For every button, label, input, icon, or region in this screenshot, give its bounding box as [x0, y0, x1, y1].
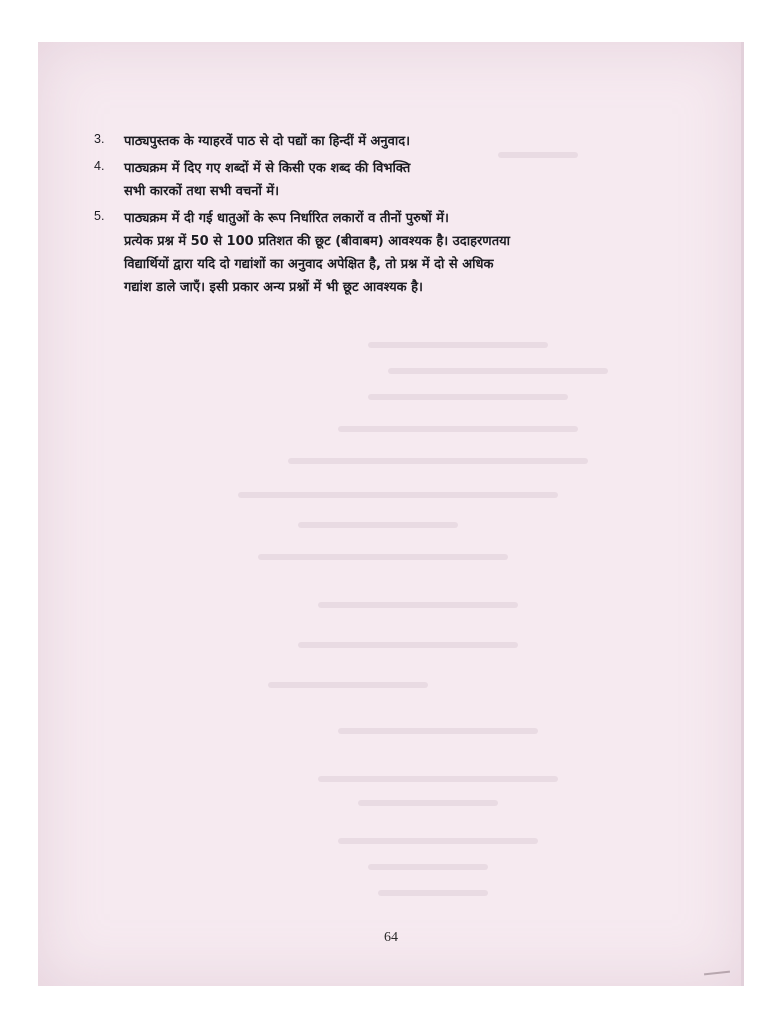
bleed-through-line [238, 492, 558, 498]
bleed-through-line [258, 554, 508, 560]
item-text-line: पाठ्यपुस्तक के ग्याहरवें पाठ से दो पद्यों का हिन्दीं में अनुवाद। [124, 134, 411, 149]
bleed-through-line [378, 890, 488, 896]
paper-sheet [38, 42, 744, 986]
bleed-through-line [298, 522, 458, 528]
bleed-through-line [338, 728, 538, 734]
scan-corner-mark [704, 971, 730, 976]
list-item [94, 157, 714, 203]
bleed-through-line [298, 642, 518, 648]
item-text-line: सभी कारकों तथा सभी वचनों में। [124, 184, 280, 199]
item-text-line: पाठ्यक्रम में दी गई धातुओं के रूप निर्धारित लकारों व तीनों पुरुषों में। [124, 211, 449, 226]
bleed-through-line [288, 458, 588, 464]
syllabus-list [94, 130, 714, 299]
bleed-through-line [338, 838, 538, 844]
item-text-line: पाठ्यक्रम में दिए गए शब्दों में से किसी एक शब्द की विभक्ति [124, 161, 411, 176]
paper-edge [741, 42, 744, 986]
page-number: 64 [384, 930, 398, 945]
list-item [94, 207, 714, 299]
bleed-through-line [368, 864, 488, 870]
item-text-line: विद्यार्थियों द्वारा यदि दो गद्यांशों का अनुवाद अपेक्षित है, तो प्रश्न में दो से अधिक [124, 257, 494, 272]
bleed-through-line [368, 342, 548, 348]
bleed-through-line [318, 602, 518, 608]
bleed-through-line [368, 394, 568, 400]
item-text-line: प्रत्येक प्रश्न में 50 से 100 प्रतिशत की छूट (बीवाबम) आवश्यक है। उदाहरणतया [124, 234, 511, 249]
bleed-through-line [318, 776, 558, 782]
item-number: 4. [94, 159, 105, 173]
list-item [94, 130, 714, 153]
bleed-through-line [358, 800, 498, 806]
item-number: 5. [94, 209, 105, 223]
item-text-line: गद्यांश डाले जाएँ। इसी प्रकार अन्य प्रश्नों में भी छूट आवश्यक है। [124, 280, 423, 295]
item-number: 3. [94, 132, 105, 146]
bleed-through-line [268, 682, 428, 688]
bleed-through-line [388, 368, 608, 374]
bleed-through-line [338, 426, 578, 432]
